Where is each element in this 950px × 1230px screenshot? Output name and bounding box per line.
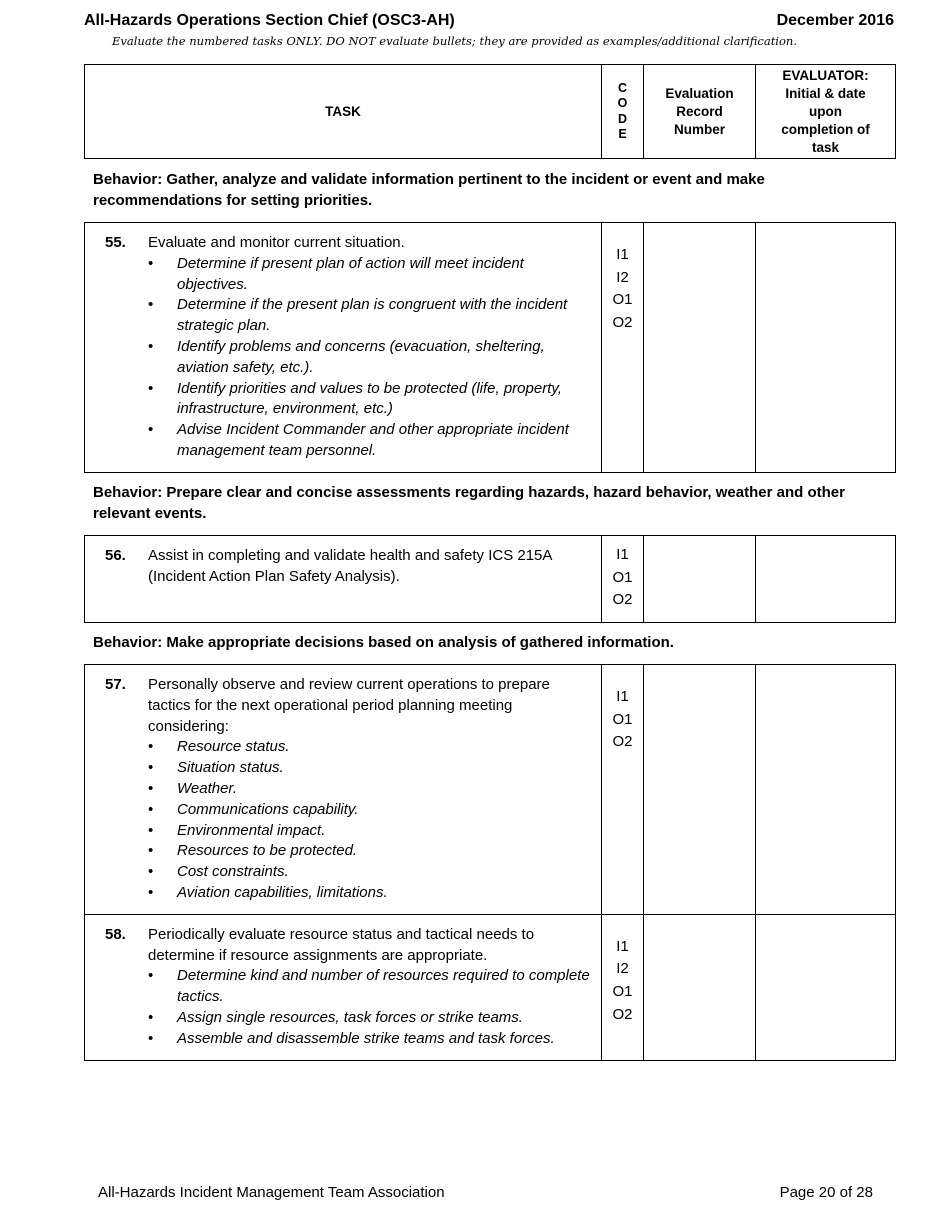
behavior-heading: Behavior: Prepare clear and concise assessments regarding hazards, hazard behavior, weather and other relevant events.	[93, 484, 845, 522]
evaluator-header-line: Initial & date	[785, 85, 866, 101]
behavior-heading: Behavior: Gather, analyze and validate information pertinent to the incident or event and make recommendations for setting priorities.	[93, 171, 765, 209]
code-value: I1	[616, 937, 629, 955]
task-bullet: • Aviation capabilities, limitations.	[148, 883, 593, 904]
record-header-line: Evaluation	[665, 85, 734, 101]
task-codes	[602, 223, 644, 473]
task-bullet: • Identify problems and concerns (evacuation, sheltering, aviation safety, etc.).	[148, 337, 593, 379]
footer-organization: All-Hazards Incident Management Team Association	[98, 1184, 445, 1201]
task-bullet: • Situation status.	[148, 758, 593, 779]
evaluator-initial-cell[interactable]	[756, 536, 896, 623]
record-header-line: Number	[673, 121, 725, 137]
evaluator-column-header	[756, 65, 896, 159]
code-value: I2	[616, 960, 629, 978]
evaluator-header-line: completion of	[781, 121, 870, 137]
task-bullet: • Assemble and disassemble strike teams and task forces.	[148, 1029, 593, 1050]
task-bullet: • Identify priorities and values to be protected (life, property, infrastructure, environment, etc.)	[148, 379, 593, 421]
task-codes	[602, 536, 644, 623]
code-value: O1	[612, 982, 633, 1000]
code-value: I1	[616, 546, 629, 563]
task-text: Periodically evaluate resource status and tactical needs to determine if resource assignments are appropriate.	[148, 925, 535, 964]
task-table	[84, 535, 896, 623]
task-table	[84, 664, 896, 1061]
task-row	[85, 536, 896, 623]
task-bullet: • Environmental impact.	[148, 821, 593, 842]
record-header-line: Record	[676, 103, 723, 119]
evaluator-initial-cell[interactable]	[756, 665, 896, 915]
record-number-cell[interactable]	[644, 914, 756, 1060]
document-title: All-Hazards Operations Section Chief (OSC3-AH)	[84, 12, 455, 29]
task-bullet: • Cost constraints.	[148, 862, 593, 883]
task-codes	[602, 914, 644, 1060]
code-value: O1	[612, 568, 633, 586]
code-value: O2	[612, 313, 633, 331]
task-bullet: • Advise Incident Commander and other appropriate incident management team personnel.	[148, 420, 593, 462]
task-row	[85, 914, 896, 1060]
code-value: I1	[616, 688, 629, 705]
task-bullet: • Resource status.	[148, 737, 593, 758]
code-value: O2	[612, 591, 633, 609]
task-table-header	[84, 64, 896, 159]
task-number: 56.	[105, 547, 126, 564]
code-letter: C	[617, 80, 628, 95]
task-bullet: • Determine kind and number of resources required to complete tactics.	[148, 966, 593, 1008]
task-row	[85, 223, 896, 473]
task-row	[85, 665, 896, 915]
task-bullet: • Determine if the present plan is congruent with the incident strategic plan.	[148, 295, 593, 337]
task-text: Evaluate and monitor current situation.	[148, 234, 405, 251]
record-column-header	[644, 65, 756, 159]
code-value: I1	[616, 246, 629, 263]
task-cell	[85, 536, 602, 623]
code-value: O1	[612, 291, 633, 309]
code-value: I2	[616, 268, 629, 286]
task-text: Assist in completing and validate health and safety ICS 215A (Incident Action Plan Safety Analysis).	[148, 547, 552, 585]
task-bullet: • Resources to be protected.	[148, 841, 593, 862]
task-number: 55.	[105, 234, 126, 251]
task-bullet: • Communications capability.	[148, 800, 593, 821]
footer-page-number: Page 20 of 28	[779, 1184, 873, 1201]
task-number: 58.	[105, 925, 126, 943]
code-value: O2	[612, 1005, 633, 1023]
evaluator-initial-cell[interactable]	[756, 914, 896, 1060]
evaluation-instruction: Evaluate the numbered tasks ONLY. DO NOT evaluate bullets; they are provided as examples/additional clarification.	[112, 34, 797, 48]
evaluator-header-line: task	[811, 139, 840, 155]
code-letter: O	[617, 96, 628, 110]
evaluator-header-line: EVALUATOR:	[782, 67, 869, 83]
code-letter: D	[617, 111, 628, 126]
task-cell	[85, 665, 602, 915]
task-bullet: • Determine if present plan of action will meet incident objectives.	[148, 254, 593, 296]
code-value: O2	[612, 733, 633, 751]
evaluator-initial-cell[interactable]	[756, 223, 896, 473]
record-number-cell[interactable]	[644, 665, 756, 915]
task-text: Personally observe and review current operations to prepare tactics for the next operational period planning meeting considering:	[148, 676, 550, 735]
behavior-heading: Behavior: Make appropriate decisions based on analysis of gathered information.	[93, 634, 674, 651]
code-column-header	[602, 65, 644, 159]
code-letter: E	[618, 127, 627, 141]
task-cell	[85, 914, 602, 1060]
task-column-header: TASK	[85, 65, 602, 159]
evaluator-header-line: upon	[809, 103, 842, 119]
record-number-cell[interactable]	[644, 536, 756, 623]
task-cell	[85, 223, 602, 473]
task-bullet: • Weather.	[148, 779, 593, 800]
task-codes	[602, 665, 644, 915]
task-bullet: • Assign single resources, task forces or strike teams.	[148, 1008, 593, 1029]
document-date: December 2016	[776, 12, 894, 29]
task-number: 57.	[105, 676, 126, 693]
record-number-cell[interactable]	[644, 223, 756, 473]
code-value: O1	[612, 710, 633, 728]
task-table	[84, 222, 896, 473]
